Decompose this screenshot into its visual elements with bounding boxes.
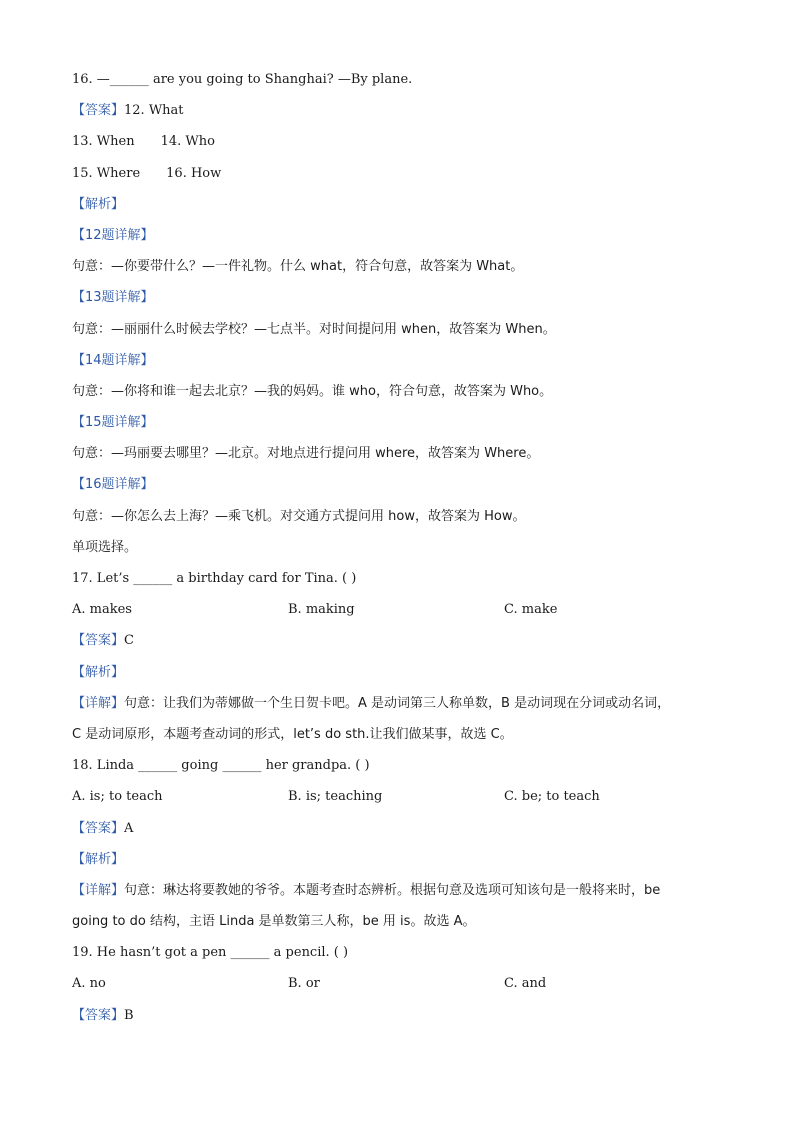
- analysis-label: 【解析】: [72, 196, 125, 212]
- q17-answer-label: 【答案】: [72, 633, 125, 649]
- q18-analysis-label: 【解析】: [72, 851, 125, 867]
- q18-stem: 18. Linda ______ going ______ her grandpa. ( ): [72, 758, 370, 774]
- answer-row-13-14: [72, 126, 722, 157]
- q18-answer: A: [124, 820, 134, 836]
- q18-option-a: A. is; to teach: [72, 789, 163, 805]
- answer-12: 12. What: [124, 103, 184, 119]
- detail-12-label: 【12题详解】: [72, 227, 154, 243]
- q16-stem: 16. —______ are you going to Shanghai? —By plane.: [72, 72, 413, 87]
- q17-option-b: B. making: [288, 602, 355, 618]
- answer-label: 【答案】: [72, 103, 125, 119]
- q17-analysis-label: 【解析】: [72, 664, 125, 680]
- q18-option-c: C. be; to teach: [504, 789, 600, 805]
- q19-option-c: C. and: [504, 976, 547, 992]
- q17-stem: 17. Let’s ______ a birthday card for Tina. ( ): [72, 571, 357, 586]
- answer-row: [72, 95, 722, 126]
- answer-13: 13. When: [72, 134, 135, 150]
- q17-answer: C: [124, 633, 134, 649]
- q17-detail-line-1: [72, 688, 722, 719]
- q17-detail-line-2: C 是动词原形，本题考查动词的形式，let’s do sth.让我们做某事，故选 C。: [72, 726, 513, 742]
- q19-answer-label: 【答案】: [72, 1007, 125, 1023]
- q17-detail-label: 【详解】: [72, 695, 125, 711]
- q19-stem: 19. He hasn’t got a pen ______ a pencil. ( ): [72, 945, 349, 961]
- detail-12-text: 句意：—你要带什么？—一件礼物。什么 what，符合句意，故答案为 What。: [72, 259, 524, 275]
- q19-answer-row: [72, 1000, 722, 1031]
- q17-option-c: C. make: [504, 602, 558, 618]
- q19-options: [72, 968, 722, 999]
- q19-answer: B: [124, 1007, 134, 1023]
- q18-detail-label: 【详解】: [72, 882, 125, 898]
- detail-13-label: 【13题详解】: [72, 290, 154, 306]
- detail-14-label: 【14题详解】: [72, 352, 154, 368]
- answer-16: 16. How: [166, 165, 222, 181]
- answer-row-15-16: [72, 158, 722, 189]
- q18-option-b: B. is; teaching: [288, 789, 383, 805]
- detail-14-text: 句意：—你将和谁一起去北京？—我的妈妈。谁 who，符合句意，故答案为 Who。: [72, 383, 553, 399]
- detail-15-text: 句意：—玛丽要去哪里？—北京。对地点进行提问用 where，故答案为 Where。: [72, 446, 540, 462]
- q18-detail-text-1: 句意：琳达将要教她的爷爷。本题考查时态辨析。根据句意及选项可知该句是一般将来时，be: [124, 882, 661, 898]
- detail-13-text: 句意：—丽丽什么时候去学校？—七点半。对时间提问用 when，故答案为 When。: [72, 321, 556, 337]
- q18-answer-row: [72, 813, 722, 844]
- q17-answer-row: [72, 625, 722, 656]
- q18-detail-line-2: going to do 结构，主语 Linda 是单数第三人称，be 用 is。故选 A。: [72, 914, 476, 930]
- q18-options: [72, 781, 722, 812]
- answer-14: 14. Who: [160, 134, 215, 150]
- q17-detail-text-1: 句意：让我们为蒂娜做一个生日贺卡吧。A 是动词第三人称单数，B 是动词现在分词或动名词，: [124, 695, 671, 711]
- detail-16-text: 句意：—你怎么去上海？—乘飞机。对交通方式提问用 how，故答案为 How。: [72, 508, 526, 524]
- document-page: [72, 64, 722, 1031]
- detail-15-label: 【15题详解】: [72, 415, 154, 431]
- q17-option-a: A. makes: [72, 602, 132, 618]
- section-title: 单项选择。: [72, 539, 138, 555]
- q17-options: [72, 594, 722, 625]
- q18-answer-label: 【答案】: [72, 820, 125, 836]
- q18-detail-line-1: [72, 875, 722, 906]
- detail-16-label: 【16题详解】: [72, 477, 154, 493]
- answer-15: 15. Where: [72, 165, 141, 181]
- q19-option-b: B. or: [288, 976, 320, 992]
- q19-option-a: A. no: [72, 976, 106, 992]
